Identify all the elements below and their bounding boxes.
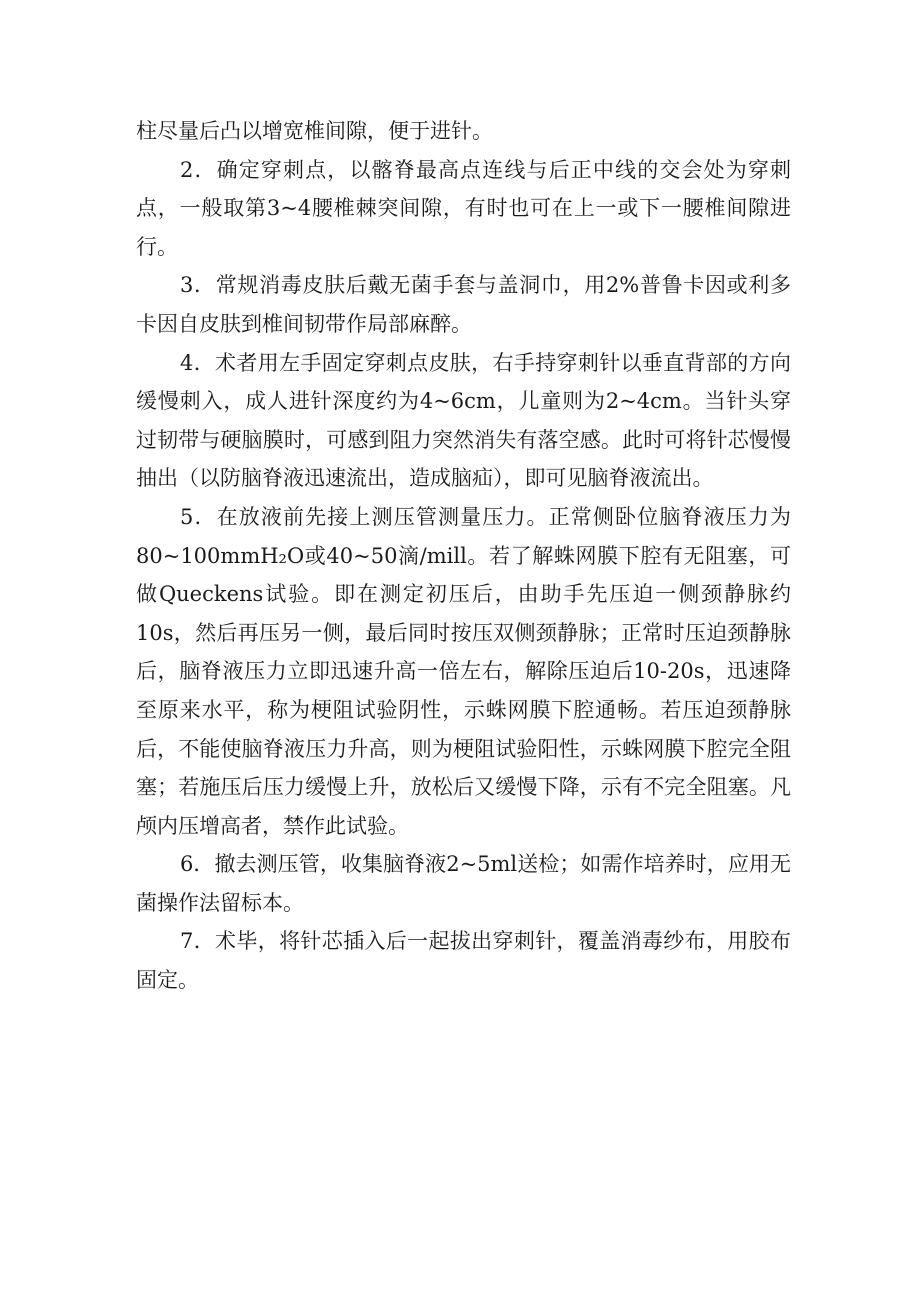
paragraph-step-6: 6．撤去测压管，收集脑脊液2~5ml送检；如需作培养时，应用无菌操作法留标本。	[136, 852, 791, 915]
paragraph-step-3: 3．常规消毒皮肤后戴无菌手套与盖洞巾，用2%普鲁卡因或利多卡因自皮肤到椎间韧带作局部麻醉。	[136, 273, 791, 336]
paragraph-step-4: 4．术者用左手固定穿刺点皮肤，右手持穿刺针以垂直背部的方向缓慢刺入，成人进针深度约为4~6cm，儿童则为2~4cm。当针头穿过韧带与硬脑膜时，可感到阻力突然消失有落空感。此时可将针芯慢慢抽出（以防脑脊液迅速流出，造成脑疝），即可见脑脊液流出。	[136, 350, 791, 491]
document-body	[136, 112, 791, 1000]
paragraph-step-2: 2．确定穿刺点，以髂脊最高点连线与后正中线的交会处为穿刺点，一般取第3~4腰椎棘突间隙，有时也可在上一或下一腰椎间隙进行。	[136, 157, 791, 259]
paragraph-continuation: 柱尽量后凸以增宽椎间隙，便于进针。	[136, 119, 493, 143]
paragraph-step-7: 7．术毕，将针芯插入后一起拔出穿刺针，覆盖消毒纱布，用胶布固定。	[136, 929, 791, 993]
paragraph-step-5: 5．在放液前先接上测压管测量压力。正常侧卧位脑脊液压力为80~100mmH₂O或40~50滴/mill。若了解蛛网膜下腔有无阻塞，可做Queckens试验。即在测定初压后，由助手先压迫一侧颈静脉约10s，然后再压另一侧，最后同时按压双侧颈静脉；正常时压迫颈静脉后，脑脊液压力立即迅速升高一倍左右，解除压迫后10-20s，迅速降至原来水平，称为梗阻试验阴性，示蛛网膜下腔通畅。若压迫颈静脉后，不能使脑脊液压力升高，则为梗阻试验阳性，示蛛网膜下腔完全阻塞；若施压后压力缓慢上升，放松后又缓慢下降，示有不完全阻塞。凡颅内压增高者，禁作此试验。	[136, 504, 791, 838]
